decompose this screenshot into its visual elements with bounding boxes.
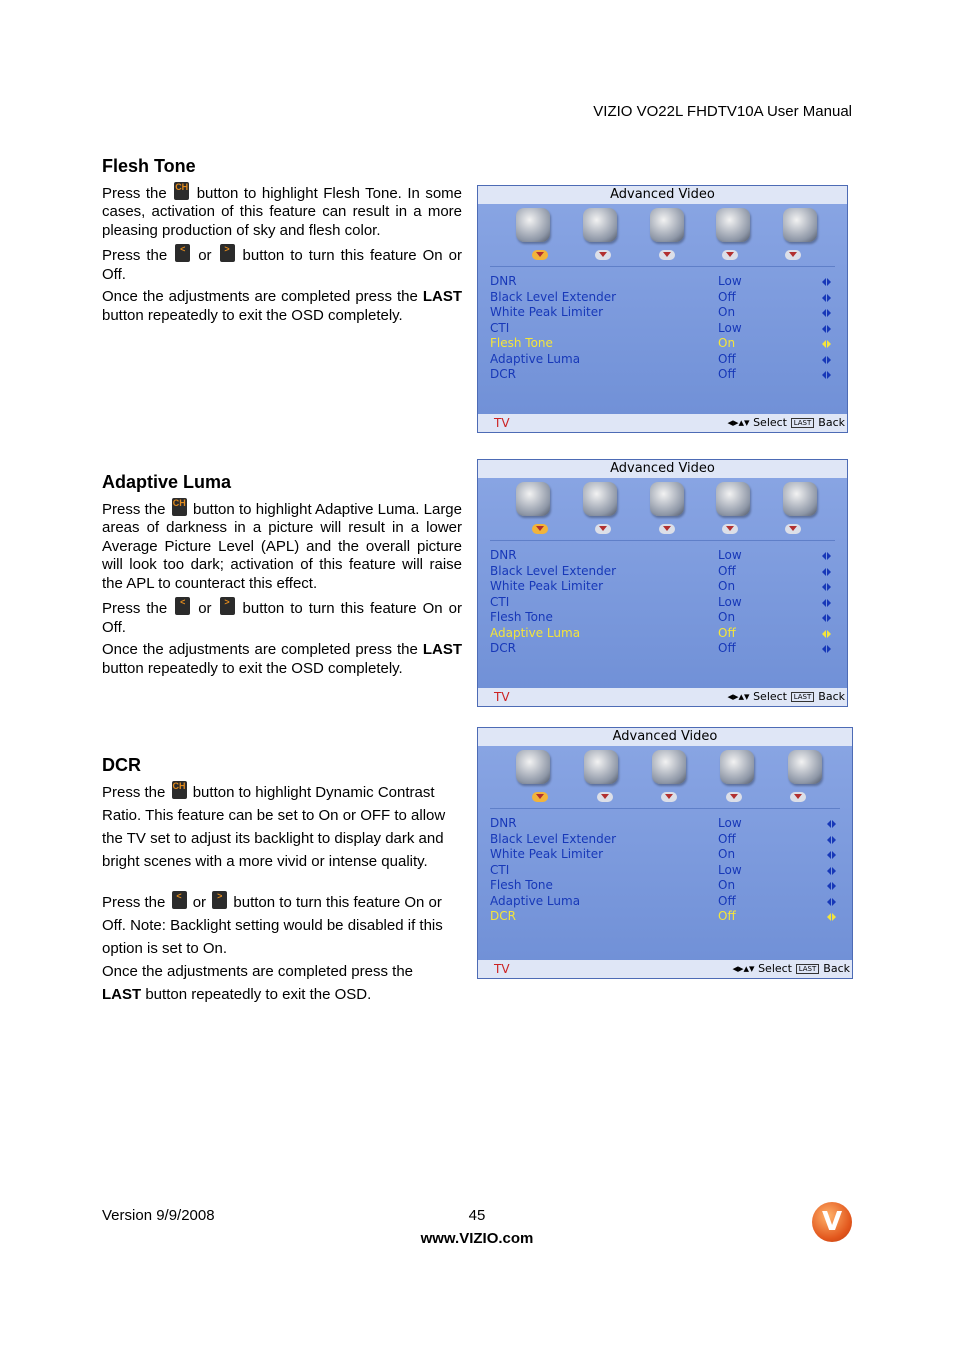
down-arrow-icon bbox=[532, 524, 548, 534]
osd-setting-label: Adaptive Luma bbox=[490, 351, 581, 366]
osd-setting-value: Off bbox=[718, 563, 736, 578]
volume-left-button-icon: < bbox=[172, 891, 187, 909]
channel-down-button-icon: CH bbox=[172, 781, 187, 799]
paragraph: Press the < or > button to turn this feature On or Off. Note: Backlight setting would be disabled if this option is set to On. bbox=[102, 890, 443, 957]
paragraph: Once the adjustments are completed press the LAST button repeatedly to exit the OSD. bbox=[102, 962, 414, 1003]
audio-icon bbox=[583, 208, 617, 242]
osd-setting-label: Black Level Extender bbox=[490, 563, 617, 578]
down-arrow-icon bbox=[722, 250, 738, 260]
down-arrow-icon bbox=[659, 524, 675, 534]
timer-icon bbox=[650, 208, 684, 242]
left-right-arrow-icon bbox=[827, 851, 836, 859]
osd-menu-icons bbox=[516, 208, 817, 248]
osd-setting-label: DNR bbox=[490, 548, 517, 562]
osd-setting-label: CTI bbox=[490, 320, 510, 335]
website-url: www.VIZIO.com bbox=[420, 1230, 534, 1247]
osd-setting-row[interactable] bbox=[490, 564, 831, 580]
left-right-arrow-icon bbox=[822, 599, 831, 607]
osd-setting-value: On bbox=[718, 878, 736, 892]
osd-setting-row[interactable] bbox=[490, 336, 831, 352]
osd-setting-value: Off bbox=[718, 289, 736, 304]
left-right-arrow-icon bbox=[822, 356, 831, 364]
osd-setting-value: On bbox=[718, 847, 736, 861]
vizio-logo-icon: V bbox=[812, 1202, 852, 1242]
section-adaptive-luma bbox=[102, 473, 462, 682]
version-text: Version 9/9/2008 bbox=[102, 1207, 215, 1224]
section-dcr bbox=[102, 756, 447, 1006]
osd-footer bbox=[478, 688, 847, 706]
section-heading: Adaptive Luma bbox=[102, 472, 232, 492]
left-right-arrow-icon bbox=[827, 867, 836, 875]
osd-screen-flesh-tone bbox=[477, 185, 848, 433]
osd-setting-row[interactable] bbox=[490, 626, 831, 642]
volume-right-button-icon: > bbox=[220, 597, 235, 615]
osd-select-hint: ◂▸▴▾ Select bbox=[732, 962, 792, 975]
osd-menu-arrows bbox=[532, 792, 806, 802]
osd-setting-row[interactable] bbox=[490, 595, 831, 611]
volume-right-button-icon: > bbox=[212, 891, 227, 909]
osd-setting-value: Low bbox=[718, 816, 742, 830]
picture-icon bbox=[516, 750, 550, 784]
parental-icon bbox=[788, 750, 822, 784]
osd-setting-value: On bbox=[718, 610, 736, 624]
paragraph: Press the CH button to highlight Dynamic Contrast Ratio. This feature can be set to On or OFF to allow the TV set to adjust its backlight to display dark and bright scenes with a more vivid or intense quality. bbox=[102, 780, 446, 870]
paragraph: Press the < or > button to turn this feature On or Off. bbox=[102, 597, 462, 636]
left-right-arrow-icon bbox=[822, 630, 831, 638]
osd-setting-value: On bbox=[718, 305, 736, 319]
osd-setting-row[interactable] bbox=[490, 352, 831, 368]
paragraph: Once the adjustments are completed press the LAST button repeatedly to exit the OSD completely. bbox=[102, 641, 462, 677]
osd-settings-list bbox=[490, 548, 831, 657]
osd-setting-row[interactable] bbox=[490, 863, 836, 879]
down-arrow-icon bbox=[595, 524, 611, 534]
osd-setting-row[interactable] bbox=[490, 290, 831, 306]
down-arrow-icon bbox=[722, 524, 738, 534]
left-right-arrow-icon bbox=[822, 645, 831, 653]
osd-setting-label: DCR bbox=[490, 641, 516, 655]
osd-setting-row[interactable] bbox=[490, 321, 831, 337]
osd-setting-label: Flesh Tone bbox=[490, 878, 553, 892]
down-arrow-icon bbox=[532, 250, 548, 260]
osd-back-hint: LAST Back bbox=[796, 960, 850, 978]
down-arrow-icon bbox=[661, 792, 677, 802]
osd-setting-label: DCR bbox=[490, 367, 516, 381]
osd-settings-list bbox=[490, 816, 836, 925]
setup-icon bbox=[716, 482, 750, 516]
left-right-arrow-icon bbox=[822, 583, 831, 591]
osd-setting-row[interactable] bbox=[490, 548, 831, 564]
osd-setting-row[interactable] bbox=[490, 894, 836, 910]
osd-setting-value: On bbox=[718, 579, 736, 593]
osd-setting-row[interactable] bbox=[490, 816, 836, 832]
down-arrow-icon bbox=[532, 792, 548, 802]
osd-setting-value: Off bbox=[718, 909, 736, 923]
osd-input-label: TV bbox=[494, 962, 510, 976]
down-arrow-icon bbox=[659, 250, 675, 260]
osd-footer bbox=[478, 960, 852, 978]
osd-select-hint: ◂▸▴▾ Select bbox=[727, 416, 787, 429]
left-right-arrow-icon bbox=[827, 820, 836, 828]
paragraph: Press the CH button to highlight Flesh Tone. In some cases, activation of this feature can result in a more pleasing production of sky and flesh color. bbox=[102, 181, 463, 239]
osd-divider bbox=[490, 540, 835, 541]
osd-input-label: TV bbox=[494, 690, 510, 704]
osd-menu-arrows bbox=[532, 524, 801, 534]
osd-setting-value: Off bbox=[718, 351, 736, 366]
left-right-arrow-icon bbox=[827, 898, 836, 906]
left-right-arrow-icon bbox=[822, 614, 831, 622]
last-key-icon: LAST bbox=[791, 418, 815, 428]
osd-setting-row[interactable] bbox=[490, 847, 836, 863]
left-right-arrow-icon bbox=[822, 294, 831, 302]
osd-title: Advanced Video bbox=[478, 186, 847, 204]
osd-screen-adaptive-luma bbox=[477, 459, 848, 707]
volume-left-button-icon: < bbox=[175, 597, 190, 615]
picture-icon bbox=[516, 208, 550, 242]
setup-icon bbox=[716, 208, 750, 242]
osd-setting-label: DCR bbox=[490, 909, 516, 923]
osd-setting-label: DNR bbox=[490, 816, 517, 830]
section-heading: DCR bbox=[102, 755, 141, 775]
osd-setting-label: Flesh Tone bbox=[490, 610, 553, 624]
osd-divider bbox=[490, 266, 835, 267]
down-arrow-icon bbox=[726, 792, 742, 802]
osd-setting-label: White Peak Limiter bbox=[490, 579, 604, 593]
left-right-arrow-icon bbox=[822, 340, 831, 348]
osd-setting-value: Low bbox=[718, 320, 742, 335]
left-right-arrow-icon bbox=[822, 371, 831, 379]
down-arrow-icon bbox=[595, 250, 611, 260]
osd-setting-row[interactable] bbox=[490, 832, 836, 848]
left-right-arrow-icon bbox=[827, 882, 836, 890]
left-right-arrow-icon bbox=[827, 913, 836, 921]
osd-setting-value: Low bbox=[718, 594, 742, 609]
last-key-icon: LAST bbox=[791, 692, 815, 702]
last-key-icon: LAST bbox=[796, 964, 820, 974]
volume-left-button-icon: < bbox=[175, 244, 190, 262]
channel-down-button-icon: CH bbox=[174, 182, 189, 200]
down-arrow-icon bbox=[597, 792, 613, 802]
left-right-arrow-icon bbox=[822, 278, 831, 286]
parental-icon bbox=[783, 482, 817, 516]
paragraph: Press the < or > button to turn this feature On or Off. bbox=[102, 244, 462, 283]
section-flesh-tone bbox=[102, 157, 462, 329]
manual-title: VIZIO VO22L FHDTV10A User Manual bbox=[593, 103, 852, 120]
osd-setting-value: Off bbox=[718, 367, 736, 381]
timer-icon bbox=[650, 482, 684, 516]
osd-back-hint: LAST Back bbox=[791, 414, 845, 432]
audio-icon bbox=[583, 482, 617, 516]
nav-arrows-icon: ◂▸▴▾ bbox=[727, 690, 754, 703]
paragraph: Once the adjustments are completed press the LAST button repeatedly to exit the OSD completely. bbox=[102, 288, 462, 324]
osd-setting-value: On bbox=[718, 336, 736, 350]
osd-setting-value: Off bbox=[718, 893, 736, 908]
osd-setting-label: CTI bbox=[490, 594, 510, 609]
nav-arrows-icon: ◂▸▴▾ bbox=[732, 962, 759, 975]
osd-title: Advanced Video bbox=[478, 460, 847, 478]
osd-setting-label: White Peak Limiter bbox=[490, 305, 604, 319]
page-number: 45 bbox=[468, 1207, 486, 1224]
setup-icon bbox=[720, 750, 754, 784]
picture-icon bbox=[516, 482, 550, 516]
osd-title: Advanced Video bbox=[478, 728, 852, 746]
osd-setting-row[interactable] bbox=[490, 305, 831, 321]
osd-setting-label: White Peak Limiter bbox=[490, 847, 604, 861]
osd-setting-label: Adaptive Luma bbox=[490, 893, 581, 908]
osd-setting-value: Off bbox=[718, 831, 736, 846]
osd-setting-value: Low bbox=[718, 862, 742, 877]
osd-footer bbox=[478, 414, 847, 432]
osd-setting-row[interactable] bbox=[490, 367, 831, 383]
osd-menu-icons bbox=[516, 750, 822, 790]
nav-arrows-icon: ◂▸▴▾ bbox=[727, 416, 754, 429]
osd-setting-value: Low bbox=[718, 548, 742, 562]
osd-menu-icons bbox=[516, 482, 817, 522]
parental-icon bbox=[783, 208, 817, 242]
osd-setting-row[interactable] bbox=[490, 641, 831, 657]
audio-icon bbox=[584, 750, 618, 784]
osd-setting-row[interactable] bbox=[490, 579, 831, 595]
left-right-arrow-icon bbox=[822, 552, 831, 560]
left-right-arrow-icon bbox=[827, 836, 836, 844]
osd-setting-label: CTI bbox=[490, 862, 510, 877]
osd-back-hint: LAST Back bbox=[791, 688, 845, 706]
volume-right-button-icon: > bbox=[220, 244, 235, 262]
osd-setting-row[interactable] bbox=[490, 878, 836, 894]
osd-setting-label: Adaptive Luma bbox=[490, 625, 581, 640]
osd-setting-row[interactable] bbox=[490, 909, 836, 925]
osd-settings-list bbox=[490, 274, 831, 383]
osd-setting-row[interactable] bbox=[490, 274, 831, 290]
osd-setting-value: Off bbox=[718, 641, 736, 655]
down-arrow-icon bbox=[785, 250, 801, 260]
osd-setting-row[interactable] bbox=[490, 610, 831, 626]
left-right-arrow-icon bbox=[822, 325, 831, 333]
down-arrow-icon bbox=[790, 792, 806, 802]
osd-setting-label: Flesh Tone bbox=[490, 336, 553, 350]
paragraph: Press the CH button to highlight Adaptive Luma. Large areas of darkness in a picture will result in a lower Average Picture Level (APL) and the overall picture will look too dark; activation of this feature will raise the APL to counteract this effect. bbox=[102, 497, 462, 592]
osd-divider bbox=[490, 808, 840, 809]
left-right-arrow-icon bbox=[822, 309, 831, 317]
osd-select-hint: ◂▸▴▾ Select bbox=[727, 690, 787, 703]
osd-setting-label: Black Level Extender bbox=[490, 831, 617, 846]
osd-setting-label: DNR bbox=[490, 274, 517, 288]
channel-down-button-icon: CH bbox=[172, 498, 187, 516]
left-right-arrow-icon bbox=[822, 568, 831, 576]
osd-setting-value: Off bbox=[718, 625, 736, 640]
osd-menu-arrows bbox=[532, 250, 801, 260]
timer-icon bbox=[652, 750, 686, 784]
down-arrow-icon bbox=[785, 524, 801, 534]
section-heading: Flesh Tone bbox=[102, 156, 196, 176]
osd-setting-value: Low bbox=[718, 274, 742, 288]
osd-setting-label: Black Level Extender bbox=[490, 289, 617, 304]
osd-input-label: TV bbox=[494, 416, 510, 430]
osd-screen-dcr bbox=[477, 727, 853, 979]
